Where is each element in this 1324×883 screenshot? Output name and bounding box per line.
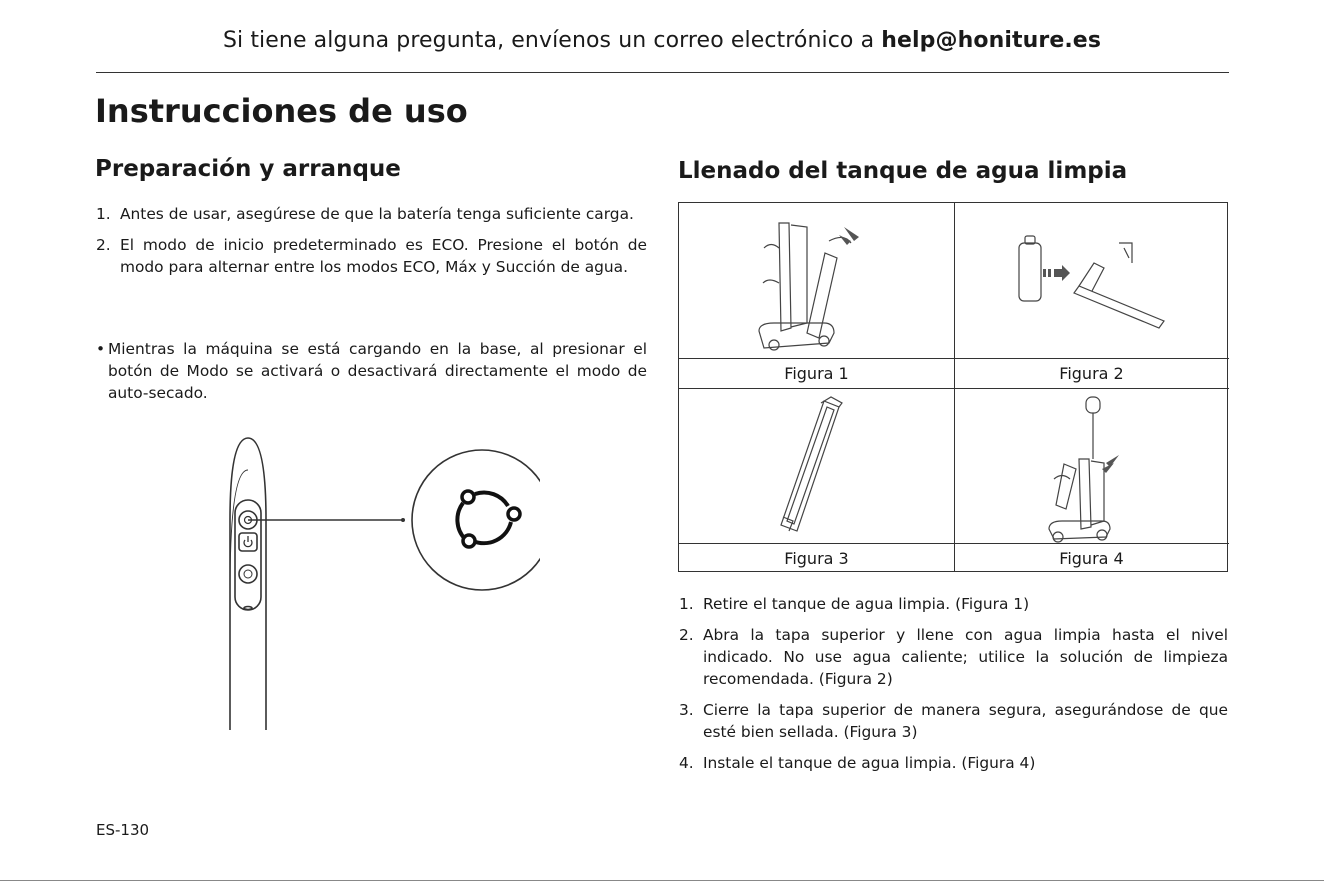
section-heading-preparation: Preparación y arranque: [95, 156, 401, 182]
list-item: 4. Instale el tanque de agua limpia. (Figura 4): [679, 754, 1036, 772]
figure-3-image: [679, 389, 954, 544]
list-item: 1. Retire el tanque de agua limpia. (Figura 1): [679, 595, 1030, 613]
figure-2-caption: Figura 2: [954, 359, 1229, 389]
header-divider: [96, 72, 1229, 73]
figure-1-caption: Figura 1: [679, 359, 954, 389]
header-text: Si tiene alguna pregunta, envíenos un correo electrónico a: [222, 28, 882, 53]
figure-4-image: [954, 389, 1229, 544]
list-item: 2. Abra la tapa superior y llene con agua limpia hasta el nivel indicado. No use agua caliente; utilice la solución de limpieza recomendada. (Figura 2): [679, 626, 1228, 688]
charging-note: • Mientras la máquina se está cargando en la base, al presionar el botón de Modo se activará o desactivará directamente el modo de auto-secado.: [96, 340, 647, 402]
support-email-link[interactable]: help@honiture.es: [881, 28, 1102, 53]
handle-mode-button-illustration: [210, 430, 540, 750]
figure-3-caption: Figura 3: [784, 549, 849, 568]
figure-2-image: [954, 203, 1229, 359]
figures-table: [678, 202, 1228, 572]
section-heading-water-tank: Llenado del tanque de agua limpia: [678, 158, 1128, 184]
page-title: Instrucciones de uso: [95, 92, 468, 130]
bottom-divider: [0, 880, 1324, 881]
water-tank-steps: [679, 593, 1228, 783]
page-header: [0, 28, 1324, 53]
figure-1-image: [679, 203, 954, 359]
list-item: 2. El modo de inicio predeterminado es ECO. Presione el botón de modo para alternar entre los modos ECO, Máx y Succión de agua.: [96, 236, 647, 276]
page-number: ES-130: [96, 821, 150, 839]
list-item: 1. Antes de usar, asegúrese de que la batería tenga suficiente carga.: [96, 205, 634, 223]
preparation-steps: [96, 203, 647, 287]
figure-4-caption: Figura 4: [1059, 549, 1124, 568]
list-item: 3. Cierre la tapa superior de manera segura, asegurándose de que esté bien sellada. (Figura 3): [679, 701, 1228, 741]
